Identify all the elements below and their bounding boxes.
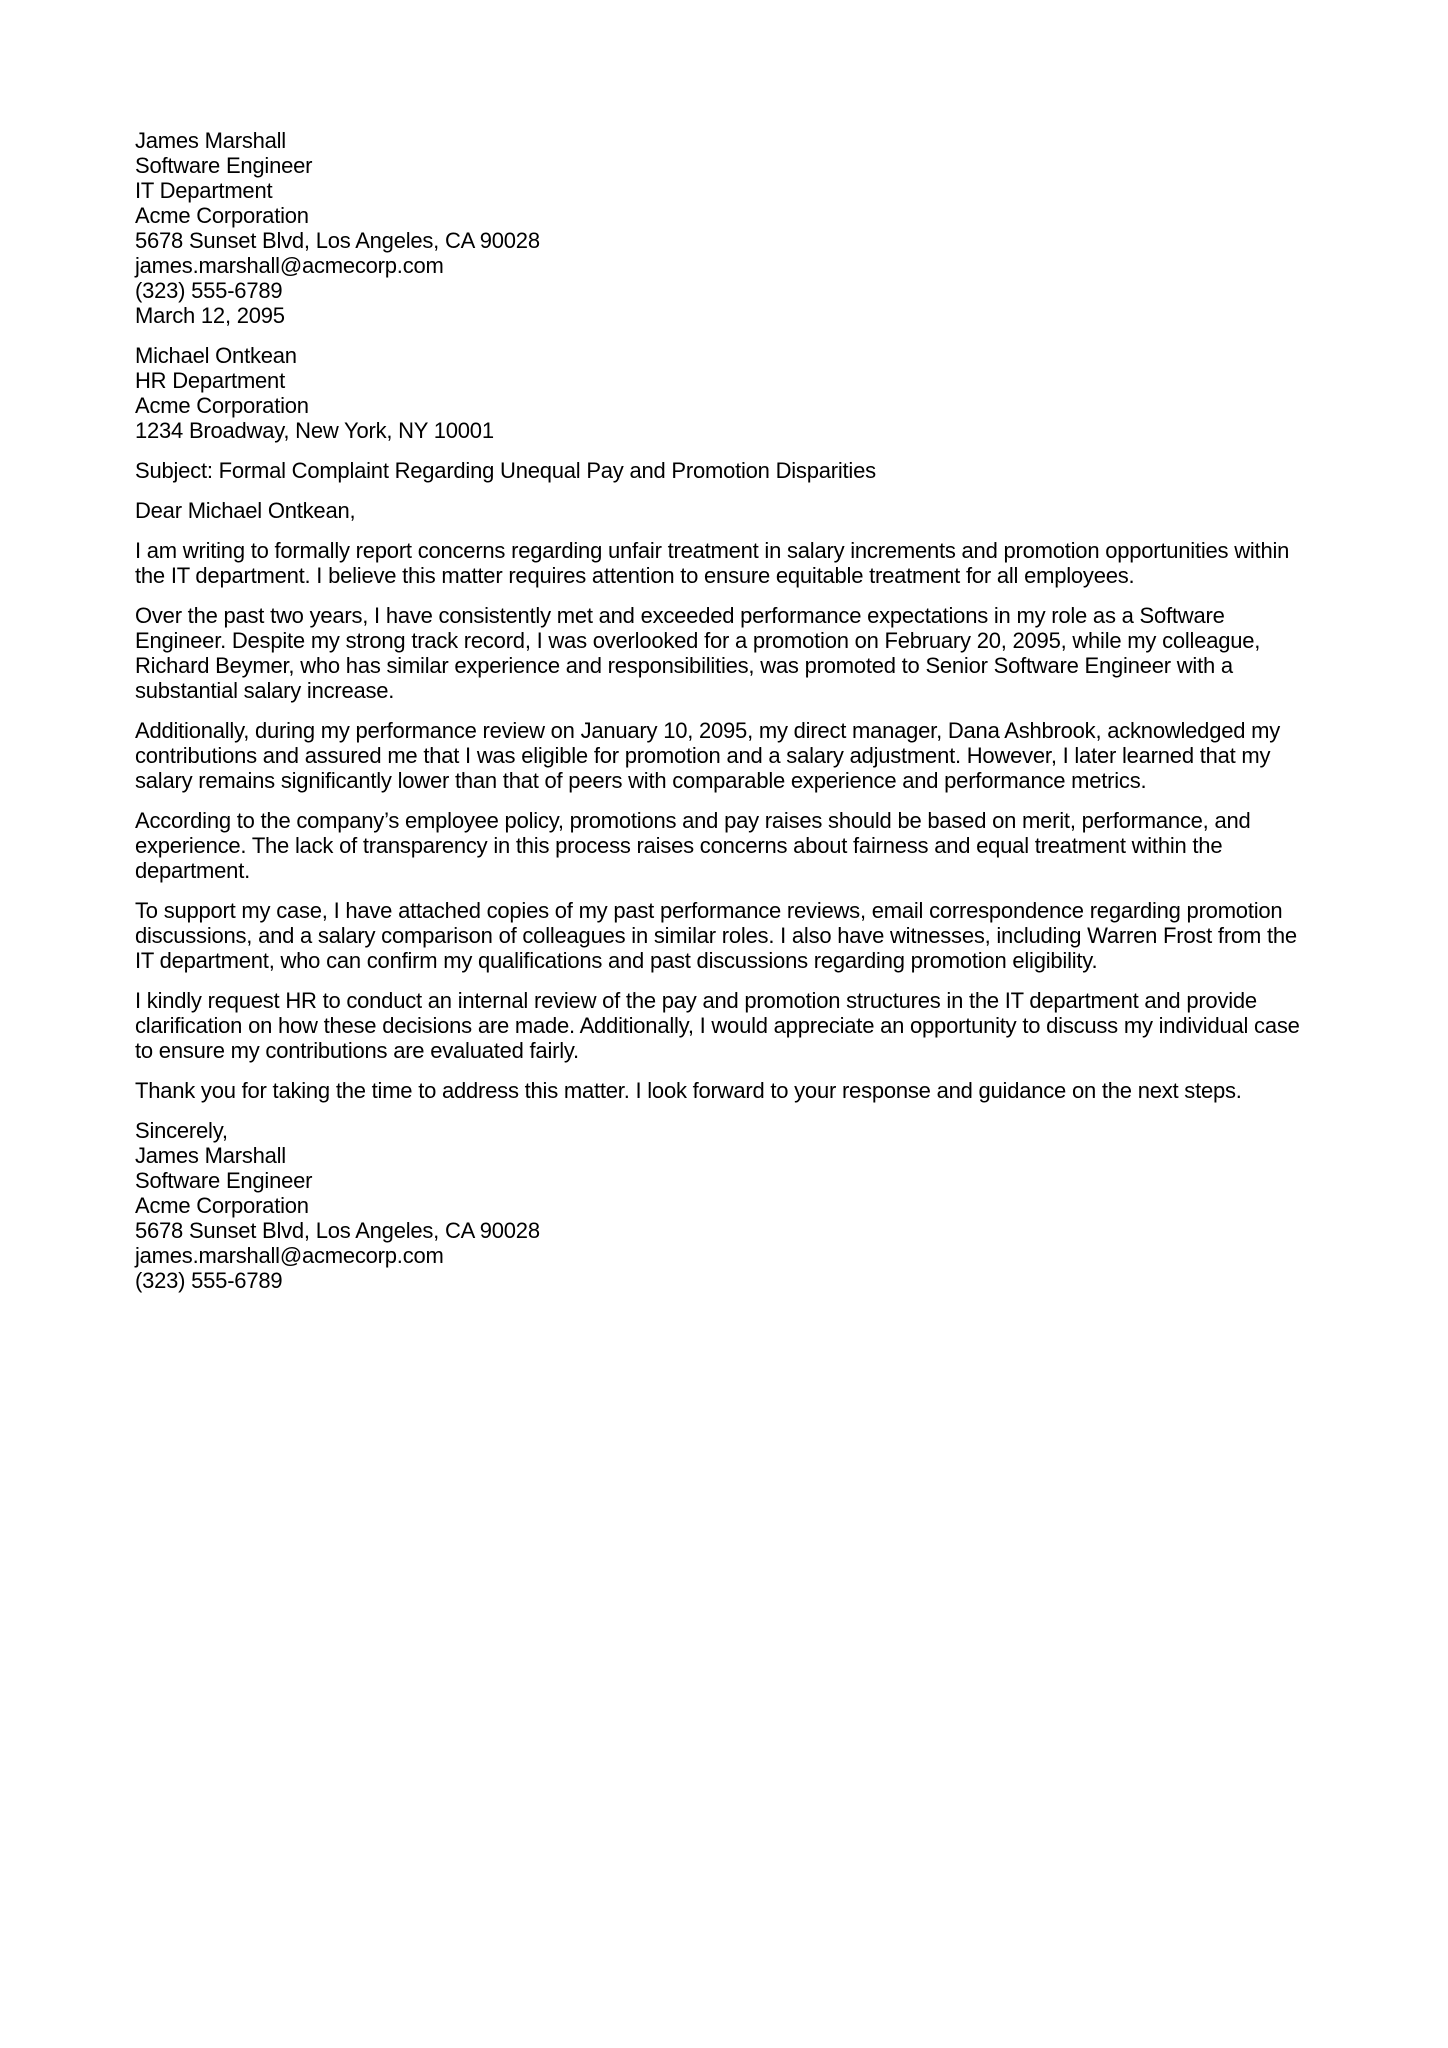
signature-block [135, 1118, 1315, 1293]
signature-phone: (323) 555-6789 [135, 1268, 283, 1293]
body-paragraph-5: To support my case, I have attached copies of my past performance reviews, email correspondence regarding promotion discussions, and a salary comparison of colleagues in similar roles. I also have witnesses, including Warren Frost from the IT department, who can confirm my qualifications and past discussions regarding promotion eligibility. [135, 898, 1297, 973]
sender-title: Software Engineer [135, 153, 313, 178]
letter-content [135, 128, 1315, 1308]
recipient-department: HR Department [135, 368, 285, 393]
letter-date: March 12, 2095 [135, 303, 285, 328]
closing: Sincerely, [135, 1118, 228, 1143]
signature-company: Acme Corporation [135, 1193, 309, 1218]
body-paragraph-3: Additionally, during my performance review on January 10, 2095, my direct manager, Dana Ashbrook, acknowledged my contributions and assured me that I was eligible for promotion and a salary adjustment. However, I later learned that my salary remains significantly lower than that of peers with comparable experience and performance metrics. [135, 718, 1281, 793]
body-paragraph-1: I am writing to formally report concerns regarding unfair treatment in salary increments and promotion opportunities within the IT department. I believe this matter requires attention to ensure equitable treatment for all employees. [135, 538, 1290, 588]
body-paragraph-2: Over the past two years, I have consistently met and exceeded performance expectations in my role as a Software Engineer. Despite my strong track record, I was overlooked for a promotion on February 20, 2095, while my colleague, Richard Beymer, who has similar experience and responsibilities, was promoted to Senior Software Engineer with a substantial salary increase. [135, 603, 1261, 703]
body-paragraph-4: According to the company’s employee policy, promotions and pay raises should be based on merit, performance, and experience. The lack of transparency in this process raises concerns about fairness and equal treatment within the department. [135, 808, 1251, 883]
sender-phone: (323) 555-6789 [135, 278, 283, 303]
recipient-address: 1234 Broadway, New York, NY 10001 [135, 418, 494, 443]
recipient-company: Acme Corporation [135, 393, 309, 418]
salutation: Dear Michael Ontkean, [135, 498, 356, 523]
recipient-name: Michael Ontkean [135, 343, 297, 368]
signature-email: james.marshall@acmecorp.com [135, 1243, 444, 1268]
sender-name: James Marshall [135, 128, 286, 153]
sender-address: 5678 Sunset Blvd, Los Angeles, CA 90028 [135, 228, 540, 253]
signature-address: 5678 Sunset Blvd, Los Angeles, CA 90028 [135, 1218, 540, 1243]
sender-block [135, 128, 1315, 328]
body-paragraph-7: Thank you for taking the time to address this matter. I look forward to your response and guidance on the next steps. [135, 1078, 1242, 1103]
subject-line: Subject: Formal Complaint Regarding Unequal Pay and Promotion Disparities [135, 458, 876, 483]
sender-department: IT Department [135, 178, 273, 203]
sender-email: james.marshall@acmecorp.com [135, 253, 444, 278]
recipient-block [135, 343, 1315, 443]
body-paragraph-6: I kindly request HR to conduct an internal review of the pay and promotion structures in the IT department and provide clarification on how these decisions are made. Additionally, I would appreciate an opportunity to discuss my individual case to ensure my contributions are evaluated fairly. [135, 988, 1300, 1063]
sender-company: Acme Corporation [135, 203, 309, 228]
signature-title: Software Engineer [135, 1168, 313, 1193]
signature-name: James Marshall [135, 1143, 286, 1168]
